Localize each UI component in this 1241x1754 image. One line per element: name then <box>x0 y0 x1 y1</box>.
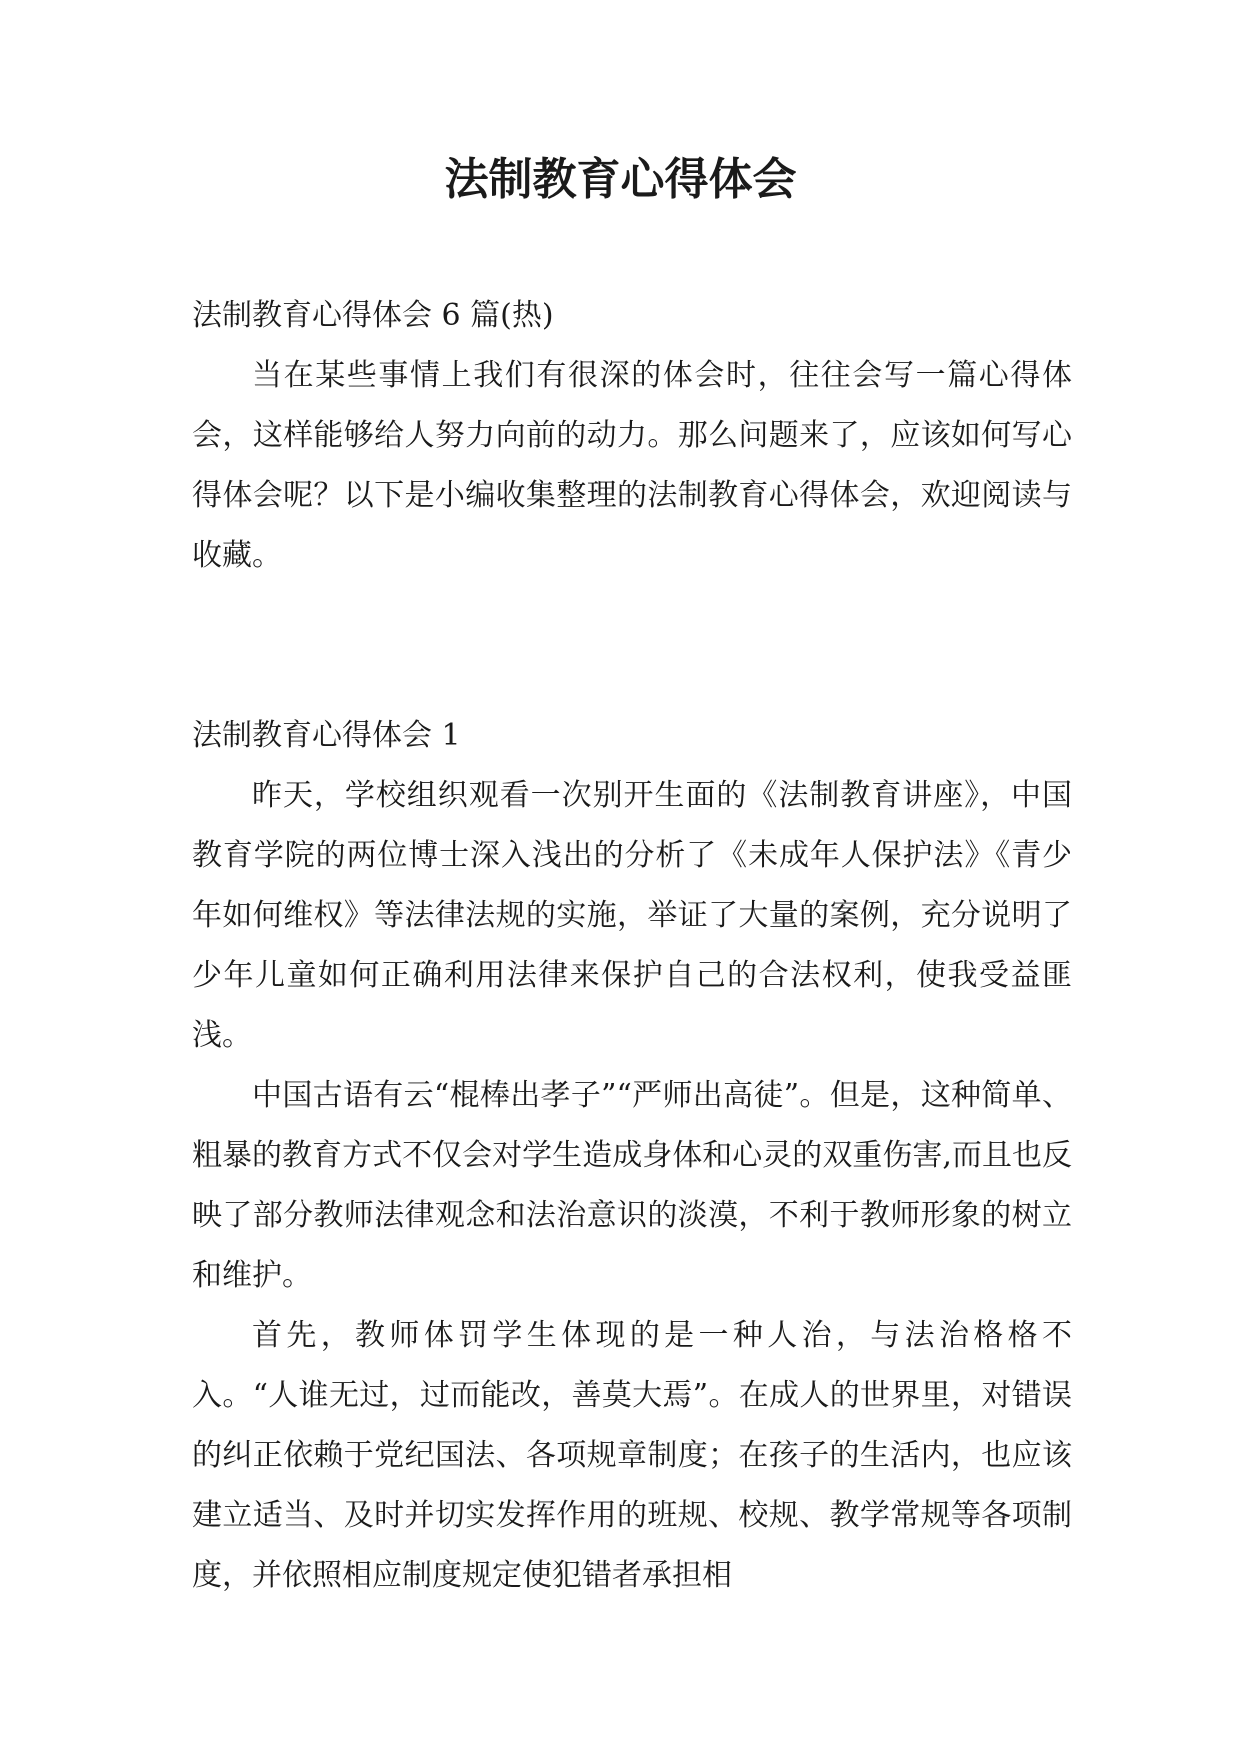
body-paragraph-3: 首先，教师体罚学生体现的是一种人治，与法治格格不入。“人谁无过，过而能改，善莫大焉”。在成人的世界里，对错误的纠正依赖于党纪国法、各项规章制度；在孩子的生活内，也应该建立适当、及时并切实发挥作用的班规、校规、教学常规等各项制度，并依照相应制度规定使犯错者承担相 <box>192 1318 1072 1593</box>
intro-paragraph: 当在某些事情上我们有很深的体会时，往往会写一篇心得体会，这样能够给人努力向前的动力。那么问题来了，应该如何写心得体会呢？以下是小编收集整理的法制教育心得体会，欢迎阅读与收藏。 <box>192 358 1072 573</box>
body-paragraph-2: 中国古语有云“棍棒出孝子”“严师出高徒”。但是，这种简单、粗暴的教育方式不仅会对学生造成身体和心灵的双重伤害,而且也反映了部分教师法律观念和法治意识的淡漠，不利于教师形象的树立和维护。 <box>192 1078 1072 1293</box>
document-subtitle: 法制教育心得体会 6 篇(热) <box>192 298 554 333</box>
document-title: 法制教育心得体会 <box>444 154 797 205</box>
document-body <box>192 286 1072 1606</box>
section-heading: 法制教育心得体会 1 <box>192 718 461 753</box>
body-paragraph-1: 昨天，学校组织观看一次别开生面的《法制教育讲座》，中国教育学院的两位博士深入浅出的分析了《未成年人保护法》《青少年如何维权》等法律法规的实施，举证了大量的案例，充分说明了少年儿童如何正确利用法律来保护自己的合法权利，使我受益匪浅。 <box>192 778 1072 1053</box>
section-spacer <box>192 586 1072 706</box>
